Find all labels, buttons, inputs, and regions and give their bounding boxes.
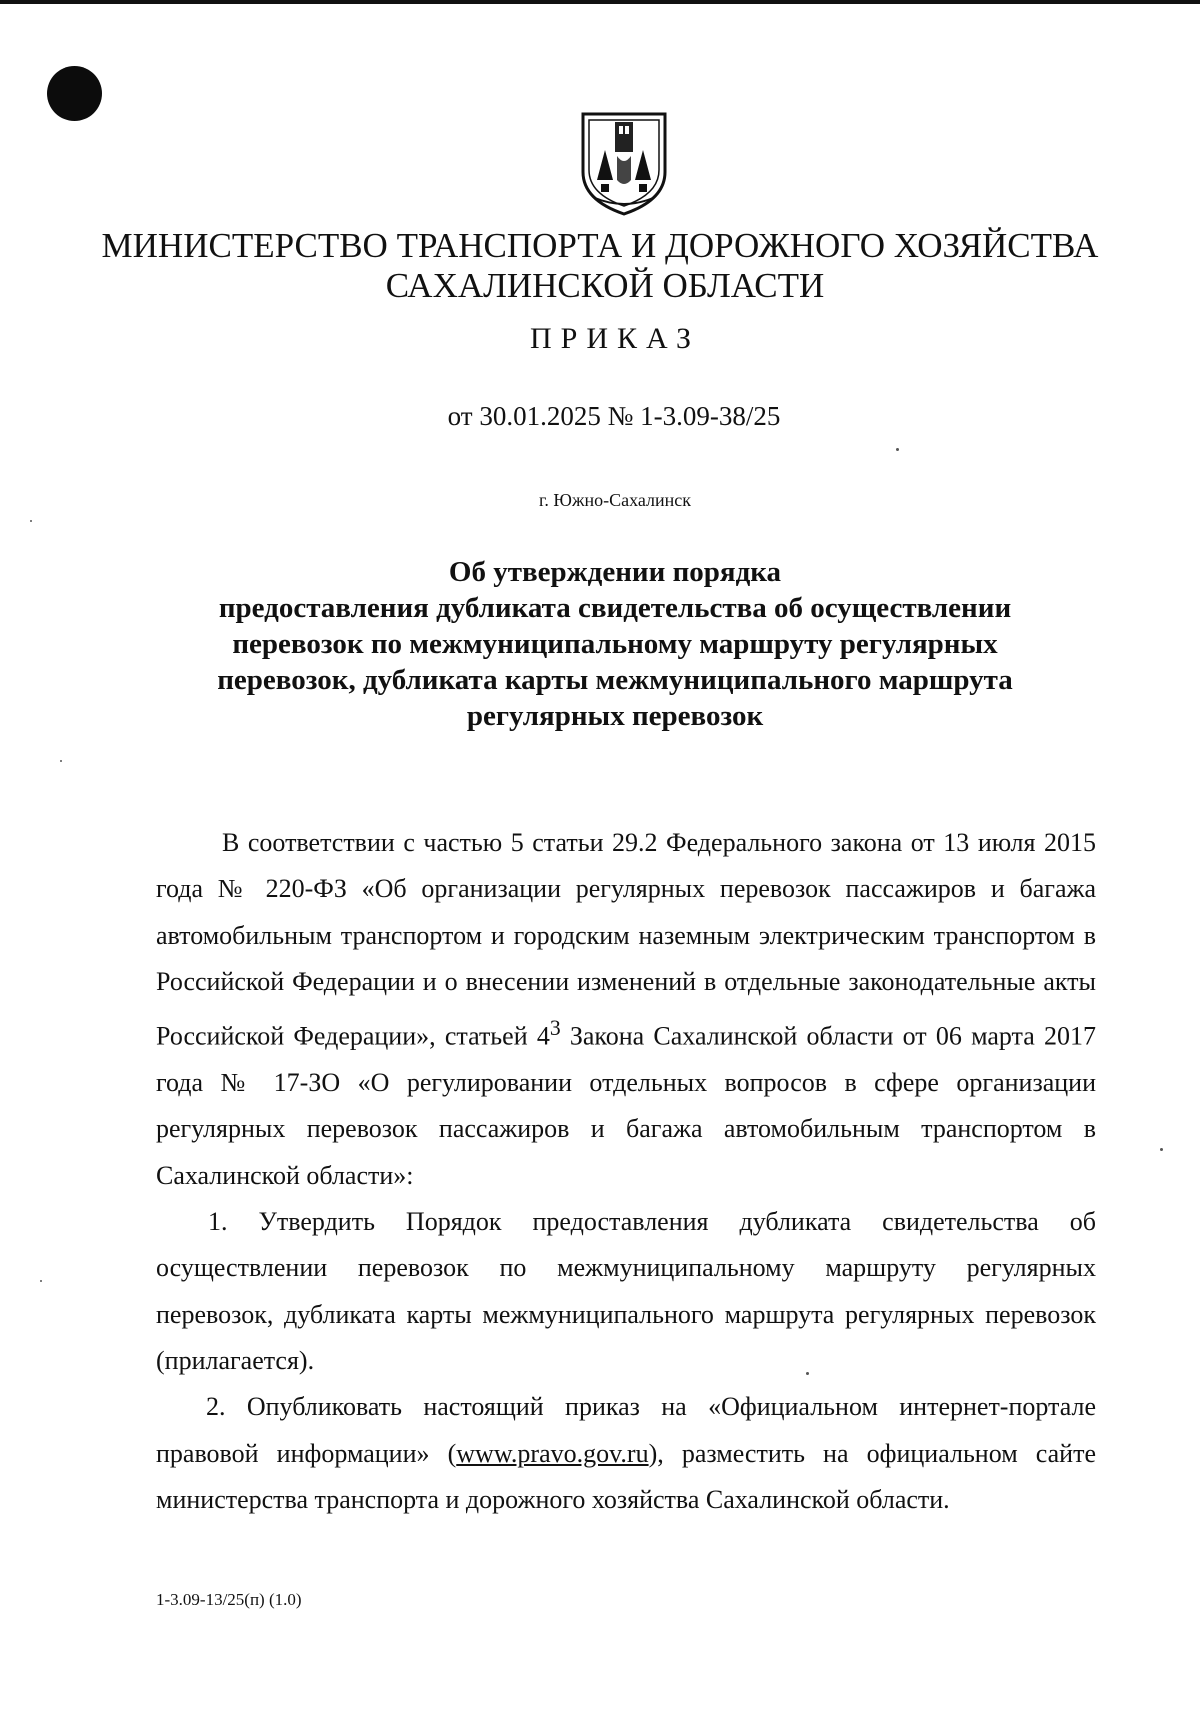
sakhalin-coat-of-arms-icon bbox=[577, 110, 671, 216]
scan-noise-speck bbox=[60, 760, 62, 762]
scan-top-border bbox=[0, 0, 1200, 4]
subject-line: предоставления дубликата свидетельства об осуществлении bbox=[218, 592, 1012, 624]
subject-line: перевозок, дубликата карты межмуниципального маршрута bbox=[217, 664, 1013, 696]
document-subject bbox=[0, 554, 1200, 734]
order-item-1: 1. Утвердить Порядок предоставления дубликата свидетельства об осуществлении перевозок по межмуниципальному маршруту регулярных перевозок, дубликата карты межмуниципального маршрута регулярных перевозок (прилагается). bbox=[156, 1207, 1096, 1375]
footer-document-code: 1-3.09-13/25(п) (1.0) bbox=[156, 1590, 302, 1609]
preamble-text-part1: В соответствии с частью 5 статьи 29.2 Федерального закона от 13 июля 2015 года № 220-ФЗ «Об организации регулярных перевозок пассажиров и багажа автомобильным транспортом и городским наземным электрическим транспортом в Российской Федерации и о внесении изменений в отдельные законодательные акты Российской Федерации», статьей 4 bbox=[156, 828, 1096, 1051]
ministry-name bbox=[0, 226, 1200, 306]
order-item-2-part1: 2. Опубликовать настоящий приказ на «Официальном интернет-портале правовой информации» ( bbox=[156, 1392, 1096, 1468]
document-body bbox=[156, 820, 1096, 1523]
document-type: ПРИКАЗ bbox=[530, 322, 700, 355]
scan-noise-speck bbox=[896, 448, 899, 451]
scan-noise-speck bbox=[30, 520, 32, 522]
scan-noise-speck bbox=[1160, 1148, 1163, 1151]
subject-line: перевозок по межмуниципальному маршруту регулярных bbox=[232, 628, 998, 660]
preamble-paragraph bbox=[156, 820, 1096, 1199]
preamble-text-part2: Закона Сахалинской области от 06 марта 2017 года № 17-ЗО «О регулировании отдельных вопросов в сфере организации регулярных перевозок пассажиров и багажа автомобильным транспортом в Сахалинской области»: bbox=[156, 1021, 1096, 1190]
punch-hole-mark bbox=[47, 66, 102, 121]
document-city: г. Южно-Сахалинск bbox=[538, 490, 692, 510]
order-item-2 bbox=[156, 1384, 1096, 1523]
article-superscript: 3 bbox=[549, 1016, 561, 1041]
scan-noise-speck bbox=[806, 1372, 809, 1375]
ministry-name-line1: МИНИСТЕРСТВО ТРАНСПОРТА И ДОРОЖНОГО ХОЗЯЙСТВА bbox=[101, 226, 1099, 265]
document-date-number: от 30.01.2025 № 1-3.09-38/25 bbox=[447, 401, 781, 431]
pravo-gov-link[interactable]: www.pravo.gov.ru bbox=[456, 1438, 649, 1468]
subject-line: регулярных перевозок bbox=[466, 700, 764, 732]
subject-line: Об утверждении порядка bbox=[448, 556, 782, 588]
ministry-name-line2: САХАЛИНСКОЙ ОБЛАСТИ bbox=[385, 266, 825, 305]
scan-noise-speck bbox=[40, 1280, 42, 1282]
order-item-2-part2: ), разместить на официальном сайте министерства транспорта и дорожного хозяйства Сахалинской области. bbox=[156, 1438, 1096, 1514]
